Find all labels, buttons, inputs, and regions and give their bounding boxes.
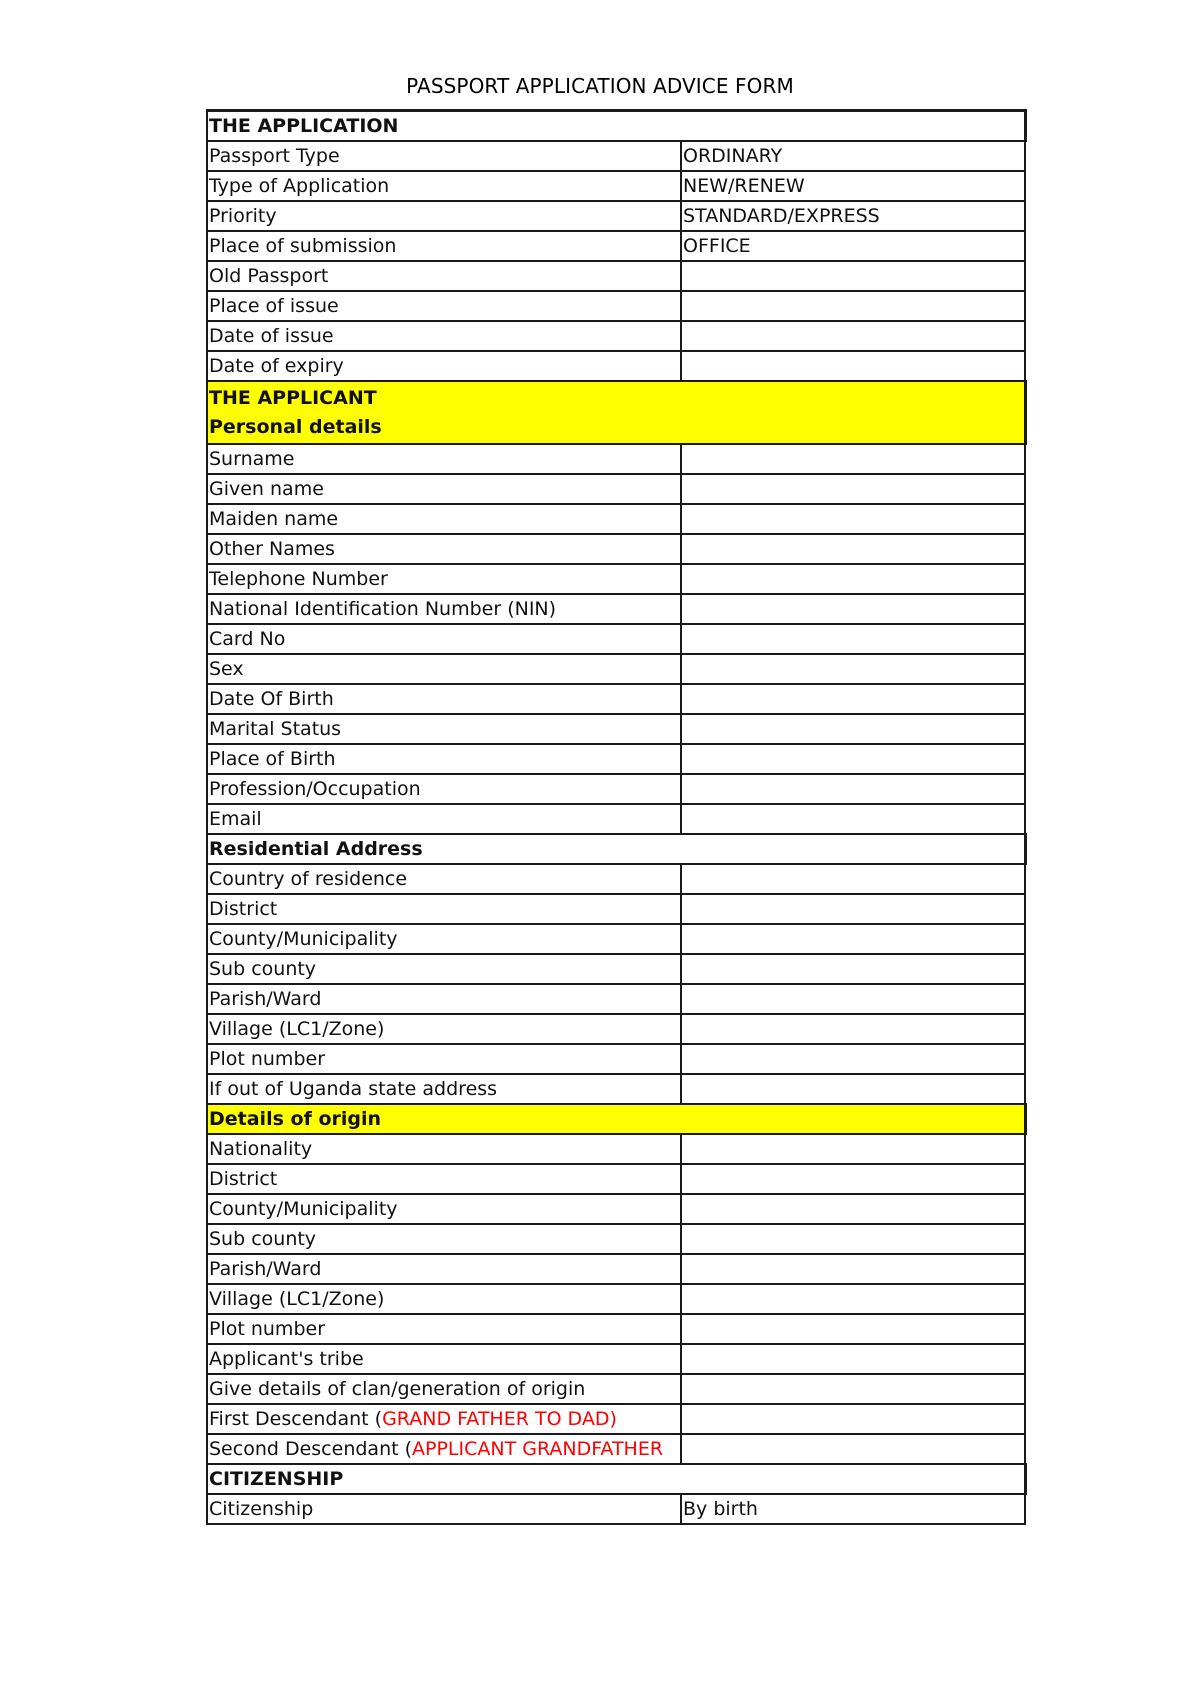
field-label-text: Plot number: [209, 1318, 326, 1340]
field-value[interactable]: [681, 474, 1025, 504]
field-value[interactable]: [681, 504, 1025, 534]
field-label: [207, 624, 681, 654]
field-value[interactable]: [681, 714, 1025, 744]
section-heading-row: [207, 111, 1025, 142]
field-label-text: Date of expiry: [209, 355, 344, 377]
field-label-text: Passport Type: [209, 145, 340, 167]
field-label: [207, 474, 681, 504]
field-label: [207, 984, 681, 1014]
field-label-text: Place of issue: [209, 295, 339, 317]
section-heading-text: THE APPLICATION: [209, 115, 399, 137]
field-value[interactable]: [681, 1074, 1025, 1104]
field-label-note: GRAND FATHER TO DAD): [382, 1408, 617, 1430]
field-value[interactable]: [681, 1254, 1025, 1284]
field-label-text: Village (LC1/Zone): [209, 1018, 385, 1040]
form-row: [207, 1224, 1025, 1254]
field-label-text: National Identification Number (NIN): [209, 598, 557, 620]
form-row: [207, 1494, 1025, 1524]
form-row: [207, 954, 1025, 984]
field-label-text: Marital Status: [209, 718, 342, 740]
field-value[interactable]: [681, 654, 1025, 684]
field-label-text: Place of submission: [209, 235, 397, 257]
field-value[interactable]: [681, 1194, 1025, 1224]
field-value[interactable]: [681, 321, 1025, 351]
field-label: [207, 714, 681, 744]
form-row: [207, 201, 1025, 231]
field-label: [207, 444, 681, 474]
section-heading-text: Residential Address: [209, 838, 423, 860]
form-row: [207, 444, 1025, 474]
field-label: [207, 1494, 681, 1524]
field-label: [207, 201, 681, 231]
form-row: [207, 624, 1025, 654]
field-label-text: Nationality: [209, 1138, 313, 1160]
field-label: [207, 894, 681, 924]
form-row: [207, 321, 1025, 351]
form-row: [207, 1134, 1025, 1164]
form-table: [206, 109, 1027, 1525]
field-label-text: Village (LC1/Zone): [209, 1288, 385, 1310]
section-heading: [207, 111, 1025, 142]
field-value[interactable]: STANDARD/EXPRESS: [681, 201, 1025, 231]
field-value[interactable]: OFFICE: [681, 231, 1025, 261]
field-label: [207, 1044, 681, 1074]
form-row: [207, 1374, 1025, 1404]
field-label-text: Sex: [209, 658, 244, 680]
field-value[interactable]: [681, 444, 1025, 474]
field-value[interactable]: [681, 534, 1025, 564]
field-label: [207, 1314, 681, 1344]
form-row: [207, 1404, 1025, 1434]
form-row: [207, 1284, 1025, 1314]
field-label: [207, 321, 681, 351]
field-label: [207, 1344, 681, 1374]
field-label-text: Card No: [209, 628, 286, 650]
field-value[interactable]: [681, 684, 1025, 714]
form-row: [207, 504, 1025, 534]
field-label-text: Sub county: [209, 1228, 317, 1250]
field-label-text: Parish/Ward: [209, 1258, 322, 1280]
field-value[interactable]: [681, 1434, 1025, 1464]
field-label: [207, 684, 681, 714]
field-label-text: Date Of Birth: [209, 688, 334, 710]
field-label: [207, 171, 681, 201]
form-row: [207, 1434, 1025, 1464]
form-row: [207, 474, 1025, 504]
field-value[interactable]: [681, 1404, 1025, 1434]
field-value[interactable]: [681, 1224, 1025, 1254]
field-value[interactable]: [681, 351, 1025, 381]
form-row: [207, 534, 1025, 564]
form-row: [207, 1044, 1025, 1074]
field-label: [207, 1194, 681, 1224]
field-label: [207, 141, 681, 171]
field-value[interactable]: [681, 1014, 1025, 1044]
form-row: [207, 1344, 1025, 1374]
form-row: [207, 564, 1025, 594]
form-row: [207, 774, 1025, 804]
field-label-text: Given name: [209, 478, 324, 500]
field-label: [207, 654, 681, 684]
form-row: [207, 291, 1025, 321]
form-row: [207, 141, 1025, 171]
field-label-text: Other Names: [209, 538, 335, 560]
form-row: [207, 924, 1025, 954]
field-value[interactable]: [681, 564, 1025, 594]
field-value[interactable]: [681, 1314, 1025, 1344]
field-label: [207, 924, 681, 954]
field-label: [207, 774, 681, 804]
field-value[interactable]: By birth: [681, 1494, 1025, 1524]
form-row: [207, 1014, 1025, 1044]
form-row: [207, 351, 1025, 381]
section-heading-text: THE APPLICANT: [209, 387, 377, 409]
section-heading: [207, 1464, 1025, 1494]
field-value[interactable]: NEW/RENEW: [681, 171, 1025, 201]
field-value[interactable]: [681, 954, 1025, 984]
form-row: [207, 654, 1025, 684]
field-value[interactable]: [681, 1374, 1025, 1404]
field-value[interactable]: [681, 744, 1025, 774]
form-title: PASSPORT APPLICATION ADVICE FORM: [406, 74, 794, 98]
field-label: [207, 1224, 681, 1254]
field-label: [207, 261, 681, 291]
section-heading-row: [207, 834, 1025, 864]
form-row: [207, 1194, 1025, 1224]
form-row: [207, 1074, 1025, 1104]
field-label-text: District: [209, 1168, 278, 1190]
field-label: [207, 1014, 681, 1044]
field-label-text: Place of Birth: [209, 748, 336, 770]
form-row: [207, 1254, 1025, 1284]
section-heading-row: [207, 1464, 1025, 1494]
section-heading: [207, 1104, 1025, 1134]
field-value[interactable]: [681, 594, 1025, 624]
field-label-text: Surname: [209, 448, 295, 470]
field-value[interactable]: [681, 1344, 1025, 1374]
field-label-text: Email: [209, 808, 262, 830]
field-label-text: Country of residence: [209, 868, 408, 890]
field-value[interactable]: [681, 774, 1025, 804]
field-label: [207, 1284, 681, 1314]
field-label: [207, 351, 681, 381]
field-value[interactable]: [681, 1164, 1025, 1194]
field-label-text: Maiden name: [209, 508, 339, 530]
form-row: [207, 714, 1025, 744]
field-label: [207, 504, 681, 534]
field-value[interactable]: [681, 984, 1025, 1014]
field-value[interactable]: [681, 1044, 1025, 1074]
field-label-text: District: [209, 898, 278, 920]
field-label-text: Plot number: [209, 1048, 326, 1070]
field-label-note: APPLICANT GRANDFATHER: [412, 1438, 664, 1460]
form-row: [207, 1164, 1025, 1194]
field-label: [207, 744, 681, 774]
field-label-text: Profession/Occupation: [209, 778, 421, 800]
field-label-text: Date of issue: [209, 325, 334, 347]
field-label-text: Citizenship: [209, 1498, 314, 1520]
field-label-text: Parish/Ward: [209, 988, 322, 1010]
form-row: [207, 684, 1025, 714]
field-label: [207, 594, 681, 624]
form-body: [207, 111, 1025, 1525]
field-label-text: Applicant's tribe: [209, 1348, 364, 1370]
field-value[interactable]: [681, 1134, 1025, 1164]
section-heading: [207, 381, 1025, 444]
form-row: [207, 864, 1025, 894]
form-row: [207, 804, 1025, 834]
form-row: [207, 984, 1025, 1014]
field-label: [207, 1254, 681, 1284]
form-row: [207, 894, 1025, 924]
section-heading-text: Details of origin: [209, 1108, 382, 1130]
field-label-text: If out of Uganda state address: [209, 1078, 498, 1100]
field-label: [207, 1164, 681, 1194]
field-label: [207, 864, 681, 894]
field-label-text: Give details of clan/generation of origin: [209, 1378, 586, 1400]
form-row: [207, 171, 1025, 201]
field-label-text: Telephone Number: [209, 568, 388, 590]
form-row: [207, 594, 1025, 624]
field-label-text: First Descendant (: [209, 1408, 383, 1430]
field-value[interactable]: [681, 1284, 1025, 1314]
field-label: [207, 564, 681, 594]
field-label-text: Second Descendant (: [209, 1438, 413, 1460]
field-value[interactable]: [681, 924, 1025, 954]
section-heading-row: [207, 1104, 1025, 1134]
field-label: [207, 231, 681, 261]
field-label: [207, 1404, 681, 1434]
field-value[interactable]: [681, 261, 1025, 291]
field-value[interactable]: [681, 864, 1025, 894]
field-value[interactable]: ORDINARY: [681, 141, 1025, 171]
field-value[interactable]: [681, 291, 1025, 321]
form-row: [207, 744, 1025, 774]
field-label: [207, 1074, 681, 1104]
field-value[interactable]: [681, 624, 1025, 654]
form-row: [207, 261, 1025, 291]
field-label: [207, 1434, 681, 1464]
field-label: [207, 1134, 681, 1164]
field-label-text: Old Passport: [209, 265, 329, 287]
field-value[interactable]: [681, 894, 1025, 924]
field-label: [207, 291, 681, 321]
field-label-text: County/Municipality: [209, 1198, 398, 1220]
section-heading-text: CITIZENSHIP: [209, 1468, 344, 1490]
field-label-text: Priority: [209, 205, 277, 227]
form-row: [207, 1314, 1025, 1344]
field-value[interactable]: [681, 804, 1025, 834]
field-label-text: Type of Application: [209, 175, 390, 197]
field-label: [207, 804, 681, 834]
field-label-text: County/Municipality: [209, 928, 398, 950]
field-label: [207, 1374, 681, 1404]
section-heading-text: Personal details: [209, 416, 382, 438]
field-label: [207, 954, 681, 984]
section-heading: [207, 834, 1025, 864]
field-label-text: Sub county: [209, 958, 317, 980]
section-heading-row: [207, 381, 1025, 444]
field-label: [207, 534, 681, 564]
form-row: [207, 231, 1025, 261]
